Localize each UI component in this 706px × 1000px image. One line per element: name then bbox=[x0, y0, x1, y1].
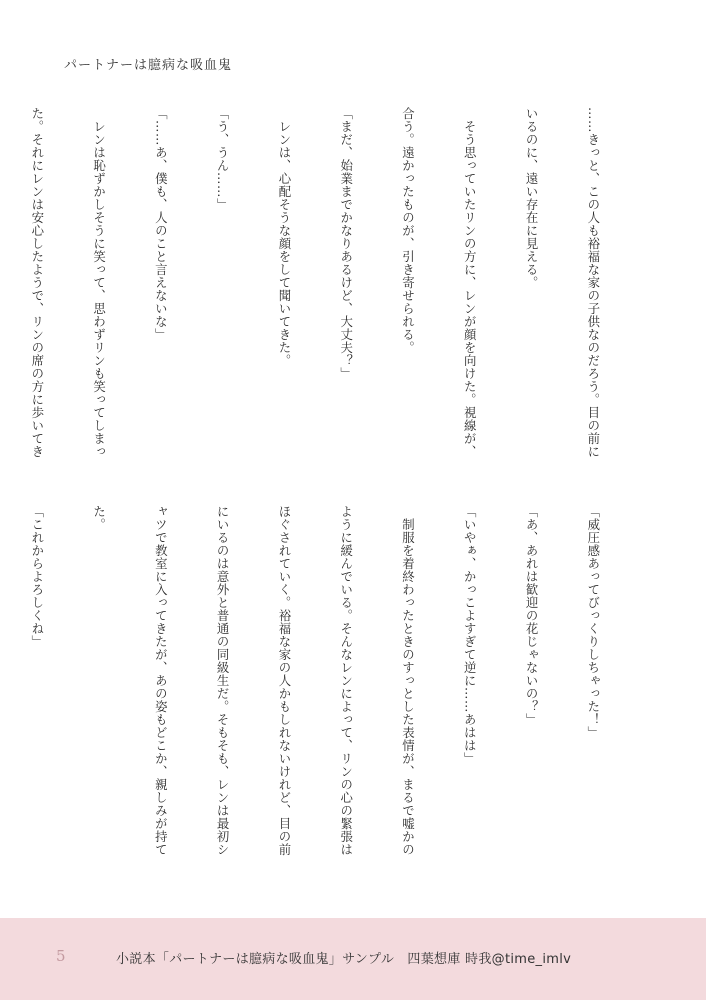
body-text-lower bbox=[29, 505, 644, 895]
text-line: いるのに、遠い存在に見える。 bbox=[524, 107, 540, 289]
text-line: 「まだ、始業までかなりあるけど、大丈夫？」 bbox=[338, 107, 354, 380]
text-line: た。それにレンは安心したようで、リンの席の方に歩いてき bbox=[29, 107, 45, 458]
footer-caption: 小説本「パートナーは臆病な吸血鬼」サンプル 四葉想庫 時我@time_imlv bbox=[116, 952, 572, 967]
page-number: 5 bbox=[56, 947, 66, 965]
text-line: 「これからよろしくね」 bbox=[29, 505, 45, 648]
text-line: た。 bbox=[91, 505, 107, 531]
text-line: 「……あ、僕も、人のこと言えないな」 bbox=[153, 107, 169, 341]
text-line: 「いやぁ、かっこよすぎて逆に……あはは」 bbox=[462, 505, 478, 765]
text-line: 「威圧感あってびっくりしちゃった！」 bbox=[585, 505, 601, 739]
text-line: 「あ、あれは歓迎の花じゃないの？」 bbox=[524, 505, 540, 726]
text-line: そう思っていたリンの方に、レンが顔を向けた。視線が、 bbox=[462, 107, 478, 458]
text-line: ……きっと、この人も裕福な家の子供なのだろう。目の前に bbox=[585, 107, 601, 458]
text-line: ほぐされていく。裕福な家の人かもしれないけれど、目の前 bbox=[276, 505, 292, 856]
text-line: レンは恥ずかしそうに笑って、思わずリンも笑ってしまっ bbox=[91, 107, 107, 458]
text-line: ャツで教室に入ってきたが、あの姿もどこか、親しみが持て bbox=[153, 505, 169, 856]
text-line: ように緩んでいる。そんなレンによって、リンの心の緊張は bbox=[338, 505, 354, 856]
text-line: 制服を着終わったときのすっとした表情が、まるで嘘かの bbox=[400, 505, 416, 856]
text-line: レンは、心配そうな顔をして聞いてきた。 bbox=[276, 107, 292, 367]
footer-band bbox=[0, 918, 706, 1000]
text-line: 「う、うん……」 bbox=[215, 107, 231, 211]
body-text-upper bbox=[29, 107, 644, 482]
text-line: 合う。遠かったものが、引き寄せられる。 bbox=[400, 107, 416, 354]
text-line: にいるのは意外と普通の同級生だ。そもそも、レンは最初シ bbox=[215, 505, 231, 856]
running-title: パートナーは臆病な吸血鬼 bbox=[64, 58, 233, 73]
